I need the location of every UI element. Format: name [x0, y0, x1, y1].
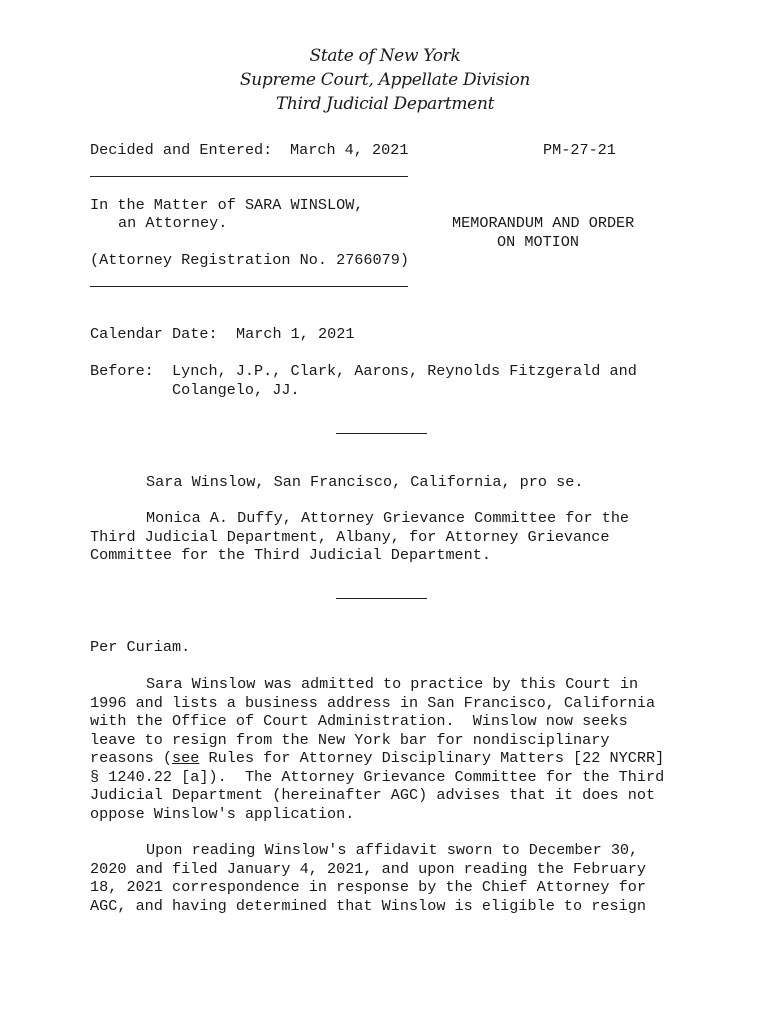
- judges-list-cont: Colangelo, JJ.: [172, 381, 300, 399]
- paragraph-line: AGC, and having determined that Winslow is eligible to resign: [90, 897, 646, 915]
- court-department: Third Judicial Department: [275, 94, 495, 114]
- see-signal: see: [172, 749, 200, 767]
- appearance-respondent: Sara Winslow, San Francisco, California, pro se.: [146, 473, 584, 491]
- paragraph-line: 1996 and lists a business address in San Francisco, California: [90, 694, 656, 712]
- appearance-agc: Monica A. Duffy, Attorney Grievance Committee for the: [146, 509, 630, 527]
- divider-rule: [90, 176, 408, 177]
- section-separator: [336, 598, 427, 599]
- matter-caption: In the Matter of SARA WINSLOW,: [90, 196, 364, 214]
- order-type: MEMORANDUM AND ORDER: [452, 214, 635, 232]
- text-segment: reasons (: [90, 749, 173, 767]
- paragraph-line: [90, 749, 664, 768]
- paragraph-line: 18, 2021 correspondence in response by the Chief Attorney for: [90, 878, 646, 896]
- calendar-date: March 1, 2021: [236, 325, 355, 343]
- appearance-agc-cont: Committee for the Third Judicial Department.: [90, 546, 492, 564]
- registration-number: (Attorney Registration No. 2766079): [90, 251, 409, 269]
- appearance-agc-cont: Third Judicial Department, Albany, for Attorney Grievance: [90, 528, 610, 546]
- paragraph-line: § 1240.22 [a]). The Attorney Grievance Committee for the Third: [90, 768, 665, 786]
- paragraph-line: leave to resign from the New York bar for nondisciplinary: [90, 731, 610, 749]
- section-separator: [336, 433, 427, 434]
- paragraph-line: Sara Winslow was admitted to practice by this Court in: [146, 675, 639, 693]
- case-number: PM-27-21: [543, 141, 616, 159]
- paragraph-line: with the Office of Court Administration. Winslow now seeks: [90, 712, 628, 730]
- before-label: Before:: [90, 362, 154, 380]
- paragraph-line: 2020 and filed January 4, 2021, and upon reading the February: [90, 860, 646, 878]
- court-name: Supreme Court, Appellate Division: [239, 70, 531, 90]
- matter-caption-cont: an Attorney.: [118, 214, 228, 232]
- divider-rule: [90, 286, 408, 287]
- decided-date: March 4, 2021: [290, 141, 409, 159]
- court-state: State of New York: [309, 46, 461, 66]
- decided-label: Decided and Entered:: [90, 141, 273, 159]
- order-type-cont: ON MOTION: [497, 233, 580, 251]
- paragraph-line: Upon reading Winslow's affidavit sworn to December 30,: [146, 841, 639, 859]
- judges-list: Lynch, J.P., Clark, Aarons, Reynolds Fitzgerald and: [172, 362, 637, 380]
- calendar-label: Calendar Date:: [90, 325, 218, 343]
- paragraph-line: Judicial Department (hereinafter AGC) advises that it does not: [90, 786, 656, 804]
- paragraph-line: oppose Winslow's application.: [90, 805, 355, 823]
- per-curiam: Per Curiam.: [90, 638, 191, 656]
- text-segment: Rules for Attorney Disciplinary Matters [22 NYCRR]: [199, 749, 665, 767]
